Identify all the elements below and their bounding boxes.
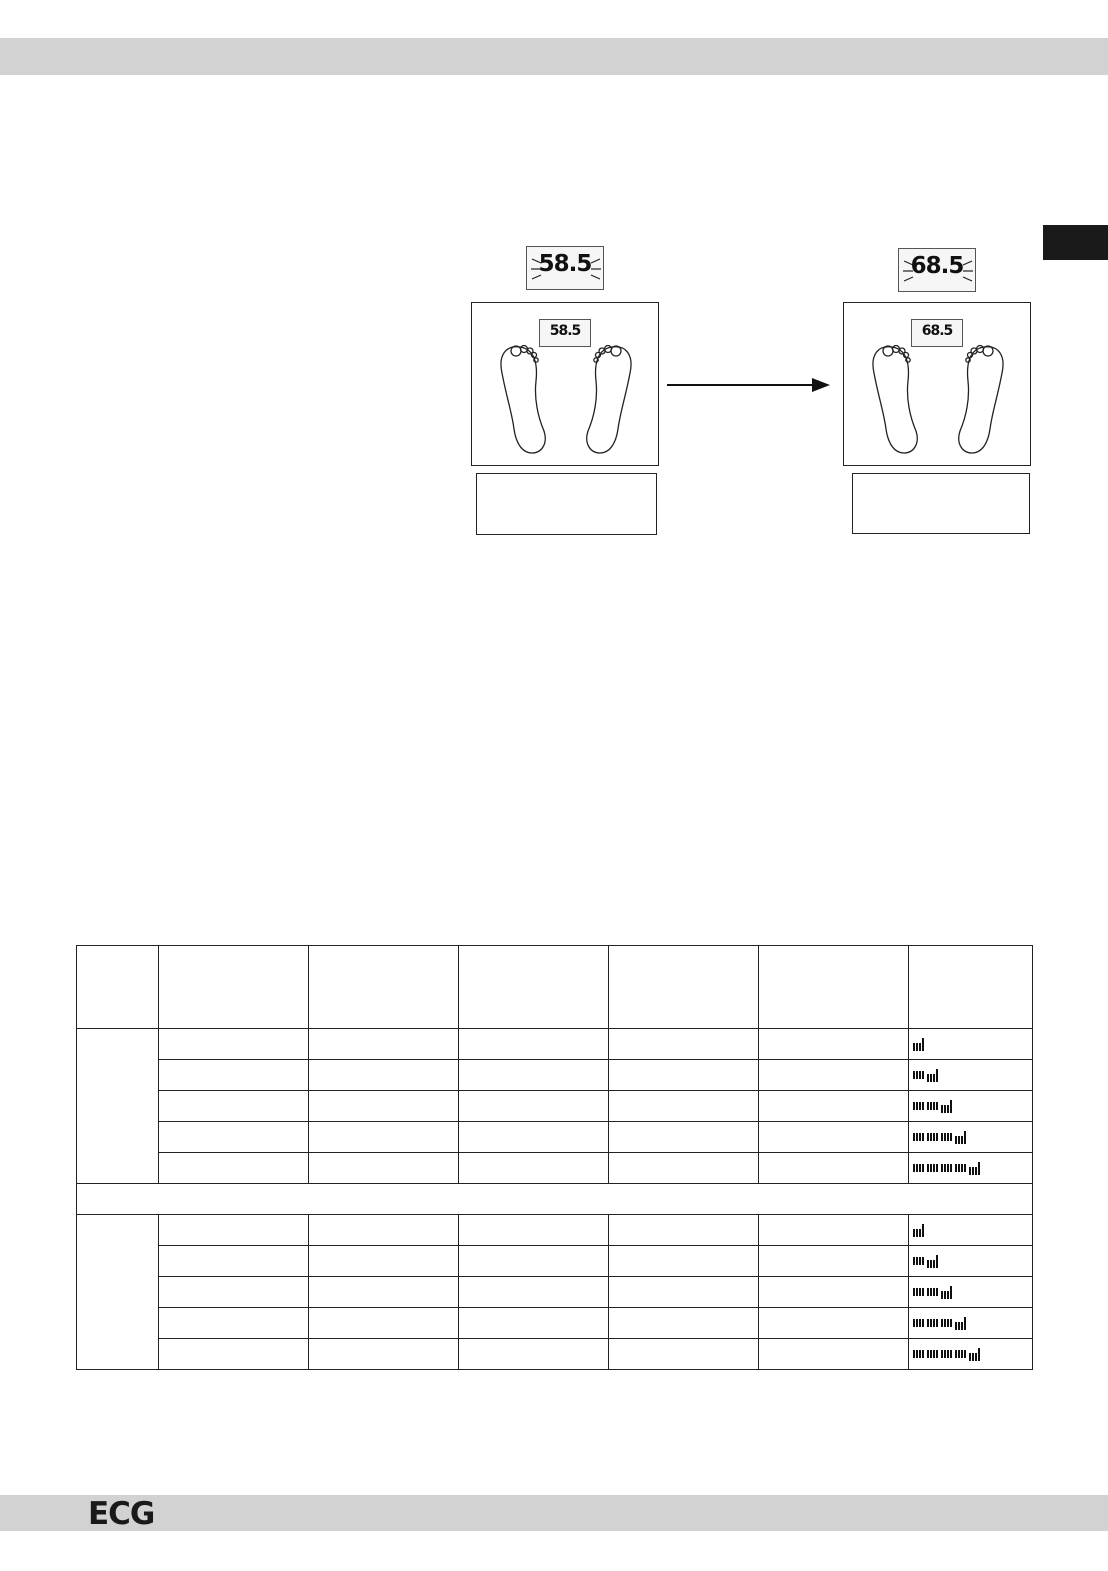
- table-cell: [759, 1060, 909, 1091]
- table-cell: [309, 1029, 459, 1060]
- right-scale-plate: [843, 302, 1031, 466]
- table-cell: [459, 1308, 609, 1339]
- right-large-reading: 68.5: [910, 253, 964, 279]
- table-cell: [459, 1091, 609, 1122]
- table-cell: [309, 1277, 459, 1308]
- separator-row: [77, 1184, 1033, 1215]
- left-caption-box: [476, 473, 657, 535]
- table-cell: [609, 1060, 759, 1091]
- table-cell: [309, 1339, 459, 1370]
- level-indicator-cell: [909, 1153, 1033, 1184]
- level-indicator-cell: [909, 1246, 1033, 1277]
- table-cell: [309, 1153, 459, 1184]
- level-bars-icon: [913, 1284, 1028, 1300]
- table-cell: [759, 1277, 909, 1308]
- left-large-display: [526, 246, 604, 290]
- table-row: [77, 1308, 1033, 1339]
- level-bars-icon: [913, 1346, 1028, 1362]
- level-bars-icon: [913, 1253, 1028, 1269]
- left-small-reading: 58.5: [549, 323, 581, 339]
- right-large-display: [898, 248, 976, 292]
- table-cell: [159, 1246, 309, 1277]
- table-cell: [609, 1153, 759, 1184]
- table-row: [77, 1277, 1033, 1308]
- header-cell: [309, 946, 459, 1029]
- table-cell: [609, 1308, 759, 1339]
- level-indicator-cell: [909, 1215, 1033, 1246]
- arrow-icon: [667, 378, 830, 392]
- table-cell: [459, 1339, 609, 1370]
- table-cell: [159, 1122, 309, 1153]
- header-cell: [459, 946, 609, 1029]
- group-a-label-cell: [77, 1029, 159, 1184]
- table-cell: [609, 1091, 759, 1122]
- level-bars-icon: [913, 1129, 1028, 1145]
- header-cell: [909, 946, 1033, 1029]
- table-cell: [309, 1246, 459, 1277]
- table-cell: [759, 1308, 909, 1339]
- table-cell: [759, 1091, 909, 1122]
- table-row: [77, 1122, 1033, 1153]
- level-bars-icon: [913, 1222, 1028, 1238]
- table-header-row: [77, 946, 1033, 1029]
- footer-band: [0, 1495, 1108, 1531]
- level-bars-icon: [913, 1067, 1028, 1083]
- table-cell: [159, 1339, 309, 1370]
- feet-icon: [844, 303, 1032, 467]
- table-cell: [309, 1215, 459, 1246]
- table-cell: [609, 1122, 759, 1153]
- right-small-reading: 68.5: [921, 323, 953, 339]
- level-bars-icon: [913, 1315, 1028, 1331]
- left-large-reading: 58.5: [538, 251, 592, 277]
- table-cell: [309, 1091, 459, 1122]
- table-cell: [759, 1122, 909, 1153]
- table-cell: [459, 1029, 609, 1060]
- level-indicator-cell: [909, 1339, 1033, 1370]
- table-cell: [609, 1215, 759, 1246]
- header-cell: [77, 946, 159, 1029]
- table-cell: [159, 1215, 309, 1246]
- table-row: [77, 1029, 1033, 1060]
- table-cell: [159, 1153, 309, 1184]
- level-indicator-cell: [909, 1029, 1033, 1060]
- table-cell: [759, 1339, 909, 1370]
- level-indicator-cell: [909, 1060, 1033, 1091]
- group-b-label-cell: [77, 1215, 159, 1370]
- table-cell: [159, 1277, 309, 1308]
- table-cell: [309, 1308, 459, 1339]
- table-cell: [759, 1029, 909, 1060]
- header-cell: [759, 946, 909, 1029]
- table-cell: [759, 1215, 909, 1246]
- table-cell: [459, 1215, 609, 1246]
- table-cell: [459, 1277, 609, 1308]
- table-cell: [159, 1308, 309, 1339]
- level-bars-icon: [913, 1036, 1028, 1052]
- right-caption-box: [852, 473, 1030, 534]
- level-indicator-cell: [909, 1122, 1033, 1153]
- table-row: [77, 1153, 1033, 1184]
- table-cell: [759, 1153, 909, 1184]
- feet-icon: [472, 303, 660, 467]
- table-row: [77, 1091, 1033, 1122]
- table-cell: [309, 1122, 459, 1153]
- table-cell: [159, 1091, 309, 1122]
- table-cell: [609, 1277, 759, 1308]
- separator-cell: [77, 1184, 1033, 1215]
- table-row: [77, 1215, 1033, 1246]
- table-cell: [459, 1122, 609, 1153]
- table-cell: [459, 1153, 609, 1184]
- table-row: [77, 1339, 1033, 1370]
- table-cell: [459, 1246, 609, 1277]
- table-cell: [609, 1029, 759, 1060]
- table-cell: [159, 1060, 309, 1091]
- table-row: [77, 1060, 1033, 1091]
- table-row: [77, 1246, 1033, 1277]
- level-indicator-cell: [909, 1091, 1033, 1122]
- level-bars-icon: [913, 1098, 1028, 1114]
- table-cell: [609, 1246, 759, 1277]
- level-indicator-cell: [909, 1308, 1033, 1339]
- table-cell: [159, 1029, 309, 1060]
- header-cell: [159, 946, 309, 1029]
- header-cell: [609, 946, 759, 1029]
- table-cell: [309, 1060, 459, 1091]
- table-cell: [459, 1060, 609, 1091]
- level-bars-icon: [913, 1160, 1028, 1176]
- level-indicator-cell: [909, 1277, 1033, 1308]
- level-table: [76, 945, 1033, 1370]
- left-scale-plate: [471, 302, 659, 466]
- table-cell: [759, 1246, 909, 1277]
- brand-logo: ECG: [88, 1496, 155, 1532]
- weighing-diagram: [0, 0, 1108, 560]
- table-cell: [609, 1339, 759, 1370]
